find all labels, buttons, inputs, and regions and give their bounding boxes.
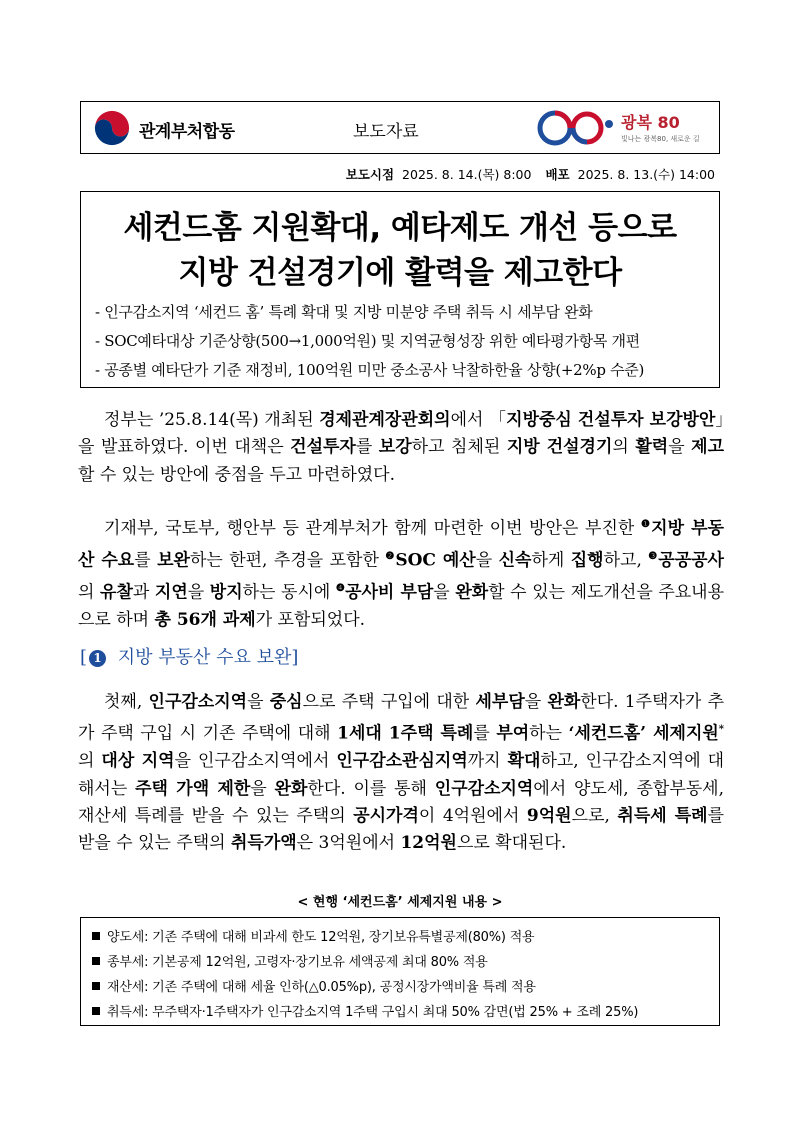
square-bullet-icon <box>92 982 100 990</box>
list-item: 양도세: 기존 주택에 대해 비과세 한도 12억원, 장기보유특별공제(80%) 적용 <box>92 926 534 945</box>
title-box <box>80 191 720 388</box>
subtitle-1: - 인구감소지역 ‘세컨드 홈’ 특례 확대 및 지방 미분양 주택 취득 시 세부담 완화 <box>95 303 593 321</box>
header-box <box>80 101 720 154</box>
square-bullet-icon <box>92 957 100 965</box>
title-line-1: 세컨드홈 지원확대, 예타제도 개선 등으로 <box>123 210 677 246</box>
release-label: 보도시점 <box>345 167 395 182</box>
table-caption: < 현행 ‘세컨드홈’ 세제지원 내용 > <box>297 895 503 910</box>
subtitle-3: - 공종별 예타단가 기준 재정비, 100억원 미만 중소공사 낙찰하한율 상향(+2%p 수준) <box>95 361 645 379</box>
paragraph-intro: 정부는 ’25.8.14(목) 개최된 경제관계장관회의에서 「지방중심 건설투자 보강방안」을 발표하였다. 이번 대책은 건설투자를 보강하고 침체된 지방 건설경기의 활력을 제고할 수 있는 방안에 중점을 두고 마련하였다. <box>78 410 725 485</box>
section-number-badge: 1 <box>89 650 106 667</box>
list-item: 취득세: 무주택자·1주택자가 인구감소지역 1주택 구입시 최대 50% 감면(법 25% + 조례 25%) <box>92 1001 638 1020</box>
subtitle-2: - SOC예타대상 기준상향(500→1,000억원) 및 지역균형성장 위한 예타평가항목 개편 <box>95 332 640 350</box>
title-line-2: 지방 건설경기에 활력을 제고한다 <box>178 255 622 291</box>
anniversary-subtitle: 빛나는 광복80, 새로운 길 <box>621 135 700 143</box>
liberation-80-emblem-icon <box>533 106 617 150</box>
distribute-value: 2025. 8. 13.(수) 14:00 <box>577 167 715 182</box>
section-heading-1: [ 1 지방 부동산 수요 보완] <box>80 647 299 668</box>
list-item: 종부세: 기본공제 12억원, 고령자·장기보유 세액공제 최대 80% 적용 <box>92 951 488 970</box>
paragraph-second-home: 첫째, 인구감소지역을 중심으로 주택 구입에 대한 세부담을 완화한다. 1주택자가 추가 주택 구입 시 기존 주택에 대해 1세대 1주택 특례를 부여하는 ‘세컨드홈’ 세제지원*의 대상 지역을 인구감소지역에서 인구감소관심지역까지 확대하고, 인구감소지역에 대해서는 주택 가액 제한을 완화한다. 이를 통해 인구감소지역에서 양도세, 종합부동세, 재산세 특례를 받을 수 있는 주택의 공시가격이 4억원에서 9억원으로, 취득세 특례를 받을 수 있는 주택의 취득가액은 3억원에서 12억원으로 확대된다. <box>78 692 725 854</box>
distribute-label: 배포 <box>545 167 570 182</box>
square-bullet-icon <box>92 932 100 940</box>
list-item: 재산세: 기존 주택에 대해 세율 인하(△0.05%p), 공정시장가액비율 특례 적용 <box>92 976 536 995</box>
second-home-tax-box <box>80 917 720 1026</box>
paragraph-overview: 기재부, 국토부, 행안부 등 관계부처가 함께 마련한 이번 방안은 부진한 $^❶$지방 부동산 수요를 보완하는 한편, 추경을 포함한 $^❷$SOC 예산을 신속하게 집행하고, $^❸$공공공사의 유찰과 지연을 방지하는 동시에 $^❹$공사비 부담을 완화할 수 있는 제도개선을 주요내용으로 하며 총 56개 과제가 포함되었다. <box>78 518 725 630</box>
org-name: 관계부처합동 <box>139 122 235 142</box>
square-bullet-icon <box>92 1007 100 1015</box>
government-logo-icon <box>93 109 131 147</box>
embargo-line <box>346 165 715 183</box>
release-value: 2025. 8. 14.(목) 8:00 <box>402 167 532 182</box>
doc-type-label: 보도자료 <box>353 122 419 142</box>
anniversary-title: 광복 80 <box>621 113 680 132</box>
